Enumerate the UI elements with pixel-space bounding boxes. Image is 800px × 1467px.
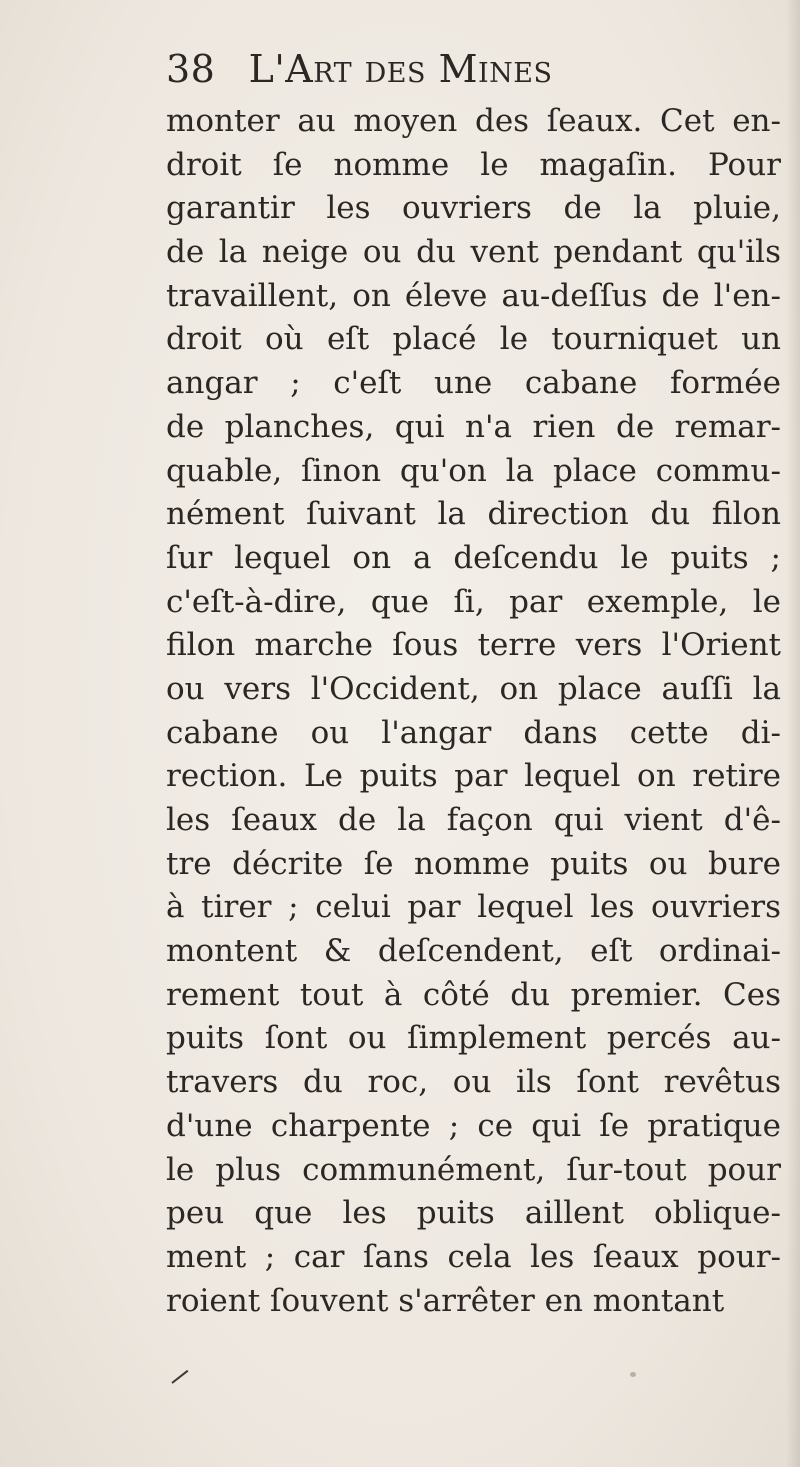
text-line: quable, ſinon qu'on la place commu- (166, 452, 781, 489)
text-line: travaillent, on éleve au-deſſus de l'en- (166, 277, 781, 314)
text-line: à tirer ; celui par lequel les ouvriers (166, 889, 781, 926)
text-line: droit où eſt placé le tourniquet un (166, 321, 781, 358)
text-line: montent & deſcendent, eſt ordinai- (166, 933, 781, 970)
text-line: droit ſe nomme le magaſin. Pour (166, 146, 781, 183)
text-line: peu que les puits aillent oblique- (166, 1195, 781, 1232)
text-line: tre décrite ſe nomme puits ou bure (166, 845, 781, 882)
page-header (166, 44, 626, 94)
text-line: roient ſouvent s'arrêter en montant (166, 1282, 725, 1319)
text-line: ment ; car ſans cela les ſeaux pour- (166, 1238, 781, 1275)
ink-blot (630, 1372, 636, 1377)
text-line: cabane ou l'angar dans cette di- (166, 714, 781, 751)
text-line: filon marche ſous terre vers l'Orient (166, 627, 781, 664)
text-line: ou vers l'Occident, on place auſſi la (166, 670, 781, 707)
text-line: garantir les ouvriers de la pluie, (166, 190, 781, 227)
text-line: rection. Le puits par lequel on retire (166, 758, 781, 795)
text-line: travers du roc, ou ils ſont revêtus (166, 1064, 781, 1101)
text-line: c'eſt-à-dire, que ſi, par exemple, le (166, 583, 781, 620)
running-title: L'Art des Mines (248, 47, 553, 91)
page-edge-shadow (786, 0, 800, 1467)
text-line: de planches, qui n'a rien de remar- (166, 408, 781, 445)
text-line: puits ſont ou ſimplement percés au- (166, 1020, 781, 1057)
text-line: de la neige ou du vent pendant qu'ils (166, 234, 781, 271)
text-line: d'une charpente ; ce qui ſe pratique (166, 1107, 781, 1144)
text-line: angar ; c'eſt une cabane formée (166, 365, 781, 402)
pencil-mark (171, 1370, 188, 1384)
text-line: le plus communément, ſur-tout pour (166, 1151, 781, 1188)
page-number: 38 (166, 47, 216, 91)
text-line: les ſeaux de la façon qui vient d'ê- (166, 802, 781, 838)
body-text (166, 100, 781, 1323)
text-line: nément ſuivant la direction du filon (166, 496, 781, 533)
text-line: rement tout à côté du premier. Ces (166, 976, 781, 1013)
text-line: ſur lequel on a deſcendu le puits ; (166, 539, 781, 576)
text-line: monter au moyen des ſeaux. Cet en- (166, 103, 781, 139)
